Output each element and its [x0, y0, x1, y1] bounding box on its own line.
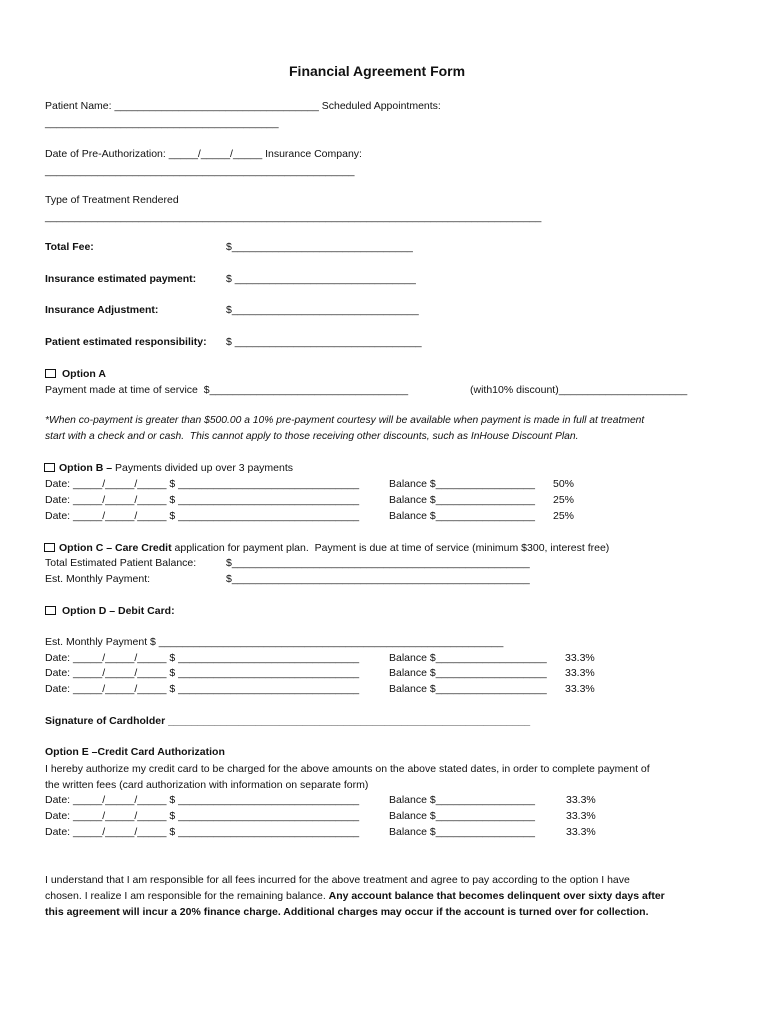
cardholder-signature-field[interactable]: Signature of Cardholder ______________________________________________________________ — [45, 715, 531, 727]
option-e-authorization-text: I hereby authorize my credit card to be charged for the above amounts on the above stated dates, in order to complete payment of — [45, 763, 650, 775]
insurance-adjustment-label: Insurance Adjustment: — [45, 304, 159, 316]
responsibility-statement: I understand that I am responsible for all fees incurred for the above treatment and agree to pay according to the option I have — [45, 874, 630, 886]
option-c-title: Option C – Care Credit — [59, 542, 172, 554]
option-d-percent: 33.3% — [565, 667, 595, 679]
patient-responsibility-label: Patient estimated responsibility: — [45, 336, 207, 348]
option-b-percent: 25% — [553, 510, 575, 522]
option-a-note-2: start with a check and or cash. This cannot apply to those receiving other discounts, such as InHouse Discount Plan. — [45, 431, 579, 442]
option-e-date-row[interactable]: Date: _____/_____/_____ $ _______________________________ — [45, 826, 360, 838]
option-c-desc: application for payment plan. Payment is due at time of service (minimum $300, interest free) — [171, 542, 610, 554]
total-fee-label: Total Fee: — [45, 241, 94, 253]
option-b-percent: 25% — [553, 494, 575, 506]
option-c-total-field[interactable]: $___________________________________________________ — [226, 557, 530, 569]
option-b-balance[interactable]: Balance $_________________ — [389, 510, 535, 522]
patient-responsibility-field[interactable]: $ ________________________________ — [226, 336, 422, 348]
option-e-title: Option E –Credit Card Authorization — [45, 746, 225, 758]
option-d-percent: 33.3% — [565, 683, 595, 695]
responsibility-normal-text: chosen. I realize I am responsible for the remaining balance. — [45, 890, 329, 902]
option-e-balance[interactable]: Balance $_________________ — [389, 826, 535, 838]
option-b-heading — [59, 461, 293, 475]
patient-name-field[interactable]: Patient Name: ___________________________________ Scheduled Appointments: — [45, 100, 441, 112]
option-b-checkbox[interactable] — [44, 463, 55, 472]
scheduled-appointments-field[interactable]: ________________________________________ — [45, 117, 279, 129]
insurance-company-field[interactable]: _____________________________________________________ — [45, 165, 355, 177]
insurance-adjustment-field[interactable]: $________________________________ — [226, 304, 419, 316]
option-c-checkbox[interactable] — [44, 543, 55, 552]
option-d-balance[interactable]: Balance $___________________ — [389, 683, 547, 695]
option-b-balance[interactable]: Balance $_________________ — [389, 478, 535, 490]
option-d-date-row[interactable]: Date: _____/_____/_____ $ _______________________________ — [45, 652, 360, 664]
insurance-estimated-field[interactable]: $ _______________________________ — [226, 273, 416, 285]
option-b-title: Option B – — [59, 462, 113, 474]
option-d-title: Option D – Debit Card: — [62, 605, 175, 617]
option-b-percent: 50% — [553, 478, 575, 490]
option-c-monthly-field[interactable]: $___________________________________________________ — [226, 573, 530, 585]
delinquency-warning: Any account balance that becomes delinquent over sixty days after — [328, 890, 665, 902]
option-b-desc: Payments divided up over 3 payments — [112, 462, 294, 474]
option-e-date-row[interactable]: Date: _____/_____/_____ $ _______________________________ — [45, 810, 360, 822]
option-d-date-row[interactable]: Date: _____/_____/_____ $ _______________________________ — [45, 683, 360, 695]
option-a-checkbox[interactable] — [45, 369, 56, 378]
option-d-balance[interactable]: Balance $___________________ — [389, 667, 547, 679]
option-d-balance[interactable]: Balance $___________________ — [389, 652, 547, 664]
total-fee-field[interactable]: $_______________________________ — [226, 241, 413, 253]
option-e-date-row[interactable]: Date: _____/_____/_____ $ _______________________________ — [45, 794, 360, 806]
option-e-percent: 33.3% — [566, 826, 596, 838]
insurance-estimated-label: Insurance estimated payment: — [45, 273, 197, 285]
option-d-monthly-field[interactable]: Est. Monthly Payment $ ___________________________________________________________ — [45, 636, 504, 648]
option-c-monthly-label: Est. Monthly Payment: — [45, 573, 151, 585]
option-b-date-row[interactable]: Date: _____/_____/_____ $ _______________________________ — [45, 494, 360, 506]
option-e-percent: 33.3% — [566, 810, 596, 822]
option-e-percent: 33.3% — [566, 794, 596, 806]
option-e-balance[interactable]: Balance $_________________ — [389, 794, 535, 806]
option-c-total-label: Total Estimated Patient Balance: — [45, 557, 197, 569]
treatment-type-label: Type of Treatment Rendered — [45, 194, 179, 206]
option-a-note: *When co-payment is greater than $500.00 a 10% pre-payment courtesy will be available when payment is made in full at treatment — [45, 415, 645, 426]
option-a-payment-field[interactable]: Payment made at time of service $__________________________________ — [45, 384, 409, 396]
preauth-date-field[interactable]: Date of Pre-Authorization: _____/_____/_____ Insurance Company: — [45, 148, 362, 160]
responsibility-statement-2 — [45, 889, 665, 903]
option-b-balance[interactable]: Balance $_________________ — [389, 494, 535, 506]
option-a-title: Option A — [62, 368, 106, 380]
finance-charge-warning: this agreement will incur a 20% finance charge. Additional charges may occur if the account is turned over for collection. — [45, 906, 649, 918]
option-d-percent: 33.3% — [565, 652, 595, 664]
option-a-discount-field[interactable]: (with10% discount)______________________ — [470, 384, 688, 396]
option-b-date-row[interactable]: Date: _____/_____/_____ $ _______________________________ — [45, 510, 360, 522]
option-d-checkbox[interactable] — [45, 606, 56, 615]
option-e-authorization-text-2: the written fees (card authorization with information on separate form) — [45, 779, 369, 791]
option-d-date-row[interactable]: Date: _____/_____/_____ $ _______________________________ — [45, 667, 360, 679]
option-c-heading — [59, 541, 609, 555]
treatment-type-field[interactable]: _____________________________________________________________________________________ — [45, 211, 542, 223]
option-b-date-row[interactable]: Date: _____/_____/_____ $ _______________________________ — [45, 478, 360, 490]
option-e-balance[interactable]: Balance $_________________ — [389, 810, 535, 822]
page-title: Financial Agreement Form — [289, 63, 466, 79]
